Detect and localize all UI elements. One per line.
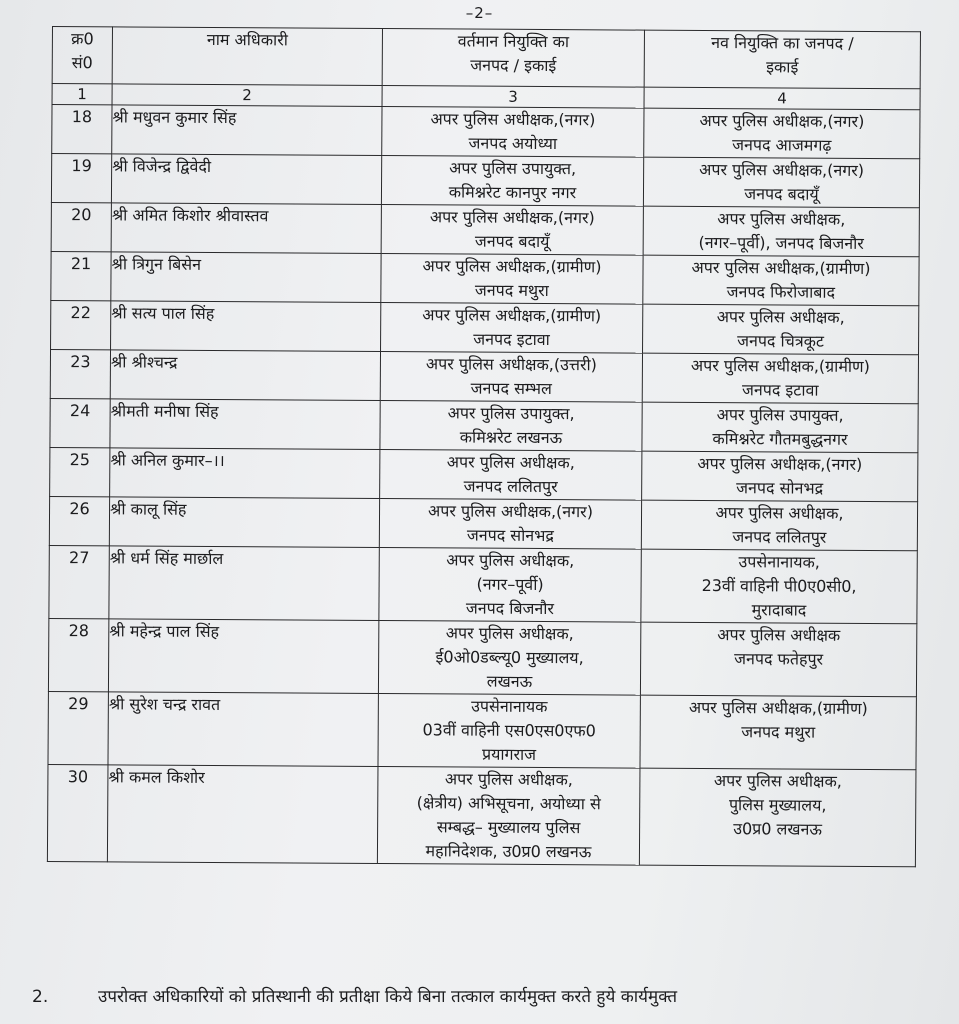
current-posting-line: कमिश्नरेट लखनऊ xyxy=(459,427,563,448)
officer-name: श्री त्रिगुन बिसेन xyxy=(111,252,381,303)
table-row xyxy=(47,764,916,866)
current-posting-line: जनपद सोनभद्र xyxy=(466,525,554,546)
column-number: 4 xyxy=(644,87,920,110)
new-posting-line: अपर पुलिस अधीक्षक,(ग्रामीण) xyxy=(690,355,870,377)
table-row xyxy=(49,545,917,623)
current-posting-line: प्रयागराज xyxy=(481,744,537,764)
current-posting-line: अपर पुलिस अधीक्षक,(उत्तरी) xyxy=(425,354,597,375)
current-posting-line: अपर पुलिस अधीक्षक, xyxy=(445,623,574,644)
new-posting-line: कमिश्नरेट गौतमबुद्धनगर xyxy=(712,429,848,449)
new-posting-line: उ0प्र0 लखनऊ xyxy=(733,819,823,839)
new-posting-line: अपर पुलिस अधीक्षक,(ग्रामीण) xyxy=(691,257,871,279)
officer-name: श्री सत्य पाल सिंह xyxy=(111,301,381,352)
new-posting xyxy=(640,695,916,770)
table-row xyxy=(49,496,917,550)
new-posting-line: जनपद मथुरा xyxy=(741,722,816,742)
new-posting-line: अपर पुलिस उपायुक्त, xyxy=(716,405,844,425)
current-posting xyxy=(380,401,642,452)
header-serial: क्र0 सं0 xyxy=(52,27,112,84)
new-posting-line: (नगर–पूर्वी), जनपद बिजनौर xyxy=(698,232,864,253)
current-posting xyxy=(380,450,642,501)
new-posting xyxy=(644,108,920,159)
current-posting-line: अपर पुलिस अधीक्षक,(नगर) xyxy=(429,207,595,228)
header-row xyxy=(52,27,920,89)
table-row xyxy=(51,202,919,256)
paragraph-2 xyxy=(32,984,932,1010)
current-posting xyxy=(379,548,641,623)
column-number: 2 xyxy=(112,84,382,107)
current-posting-line: जनपद बिजनौर xyxy=(465,598,555,619)
current-posting-line: अपर पुलिस अधीक्षक,(नगर) xyxy=(430,109,596,130)
current-posting-line: जनपद इटावा xyxy=(473,329,550,350)
new-posting-line: अपर पुलिस अधीक्षक,(ग्रामीण) xyxy=(688,697,868,718)
serial-number: 20 xyxy=(51,202,111,251)
new-posting-line: अपर पुलिस अधीक्षक,(नगर) xyxy=(699,110,865,131)
current-posting xyxy=(381,205,643,256)
current-posting-line: महानिदेशक, उ0प्र0 लखनऊ xyxy=(425,841,592,862)
current-posting-line: अपर पुलिस अधीक्षक, xyxy=(444,769,573,790)
current-posting-line: अपर पुलिस अधीक्षक,(ग्रामीण) xyxy=(422,256,602,277)
new-posting xyxy=(643,157,919,208)
table-row xyxy=(51,154,919,208)
serial-number: 23 xyxy=(50,349,110,398)
table-row xyxy=(50,398,918,452)
table-row xyxy=(51,300,919,354)
current-posting-line: जनपद बदायूँ xyxy=(474,231,550,252)
current-posting-line: लखनऊ xyxy=(486,671,533,691)
current-posting xyxy=(379,499,641,550)
table-row xyxy=(52,105,920,159)
officer-name: श्री धर्म सिंह मार्छाल xyxy=(109,546,379,621)
officer-name: श्री मधुवन कुमार सिंह xyxy=(112,105,382,156)
new-posting-line: उपसेनानायक, xyxy=(738,552,820,572)
new-posting-line: अपर पुलिस अधीक्षक,(नगर) xyxy=(699,159,865,180)
current-posting xyxy=(381,156,643,207)
current-posting xyxy=(381,303,643,354)
current-posting-line: जनपद मथुरा xyxy=(474,280,549,301)
current-posting-line: (क्षेत्रीय) अभिसूचना, अयोध्या से xyxy=(416,793,601,814)
current-posting xyxy=(382,107,644,158)
serial-number: 18 xyxy=(52,105,112,154)
column-number: 1 xyxy=(52,84,112,105)
new-posting xyxy=(643,206,919,257)
new-posting-line: अपर पुलिस अधीक्षक, xyxy=(715,503,844,523)
serial-number: 26 xyxy=(49,496,109,545)
new-posting-line: जनपद चित्रकूट xyxy=(737,331,825,351)
page-number: –2– xyxy=(465,4,494,22)
table-row xyxy=(48,618,916,696)
current-posting-line: कमिश्नरेट कानपुर नगर xyxy=(448,182,577,203)
current-posting-line: (नगर–पूर्वी) xyxy=(476,574,544,595)
officer-name: श्री महेन्द्र पाल सिंह xyxy=(108,619,378,694)
current-posting-line: सम्बद्ध– मुख्यालय पुलिस xyxy=(436,817,581,838)
new-posting-line: जनपद इटावा xyxy=(741,380,819,400)
paragraph-number: 2. xyxy=(32,987,49,1007)
serial-number: 19 xyxy=(51,154,111,203)
serial-number: 21 xyxy=(51,251,111,300)
serial-number: 24 xyxy=(50,398,110,447)
new-posting-line: जनपद सोनभद्र xyxy=(736,478,824,498)
serial-number: 29 xyxy=(48,691,108,764)
new-posting xyxy=(641,549,917,624)
new-posting xyxy=(642,451,918,502)
new-posting xyxy=(643,304,919,355)
serial-number: 27 xyxy=(49,545,109,618)
header-new-posting: नव नियुक्ति का जनपद / इकाई xyxy=(644,30,920,89)
current-posting-line: अपर पुलिस उपायुक्त, xyxy=(449,158,577,179)
current-posting-line: 03वीं वाहिनी एस0एस0एफ0 xyxy=(422,720,596,741)
current-posting xyxy=(378,621,640,696)
officer-name: श्री विजेन्द्र द्विवेदी xyxy=(111,154,381,205)
current-posting-line: अपर पुलिस अधीक्षक, xyxy=(446,452,575,473)
new-posting-line: मुरादाबाद xyxy=(751,600,807,620)
column-number: 3 xyxy=(382,86,644,109)
new-posting-line: पुलिस मुख्यालय, xyxy=(728,795,827,815)
current-posting xyxy=(377,767,640,866)
officer-name: श्रीमती मनीषा सिंह xyxy=(110,399,380,450)
current-posting-line: जनपद सम्भल xyxy=(470,378,552,399)
current-posting-line: जनपद अयोध्या xyxy=(468,133,558,154)
new-posting xyxy=(641,500,917,551)
new-posting xyxy=(639,768,916,867)
current-posting-line: अपर पुलिस उपायुक्त, xyxy=(447,403,575,424)
header-current-posting: वर्तमान नियुक्ति का जनपद / इकाई xyxy=(382,29,644,88)
new-posting-line: जनपद आजमगढ़ xyxy=(732,135,832,155)
serial-number: 28 xyxy=(48,618,108,691)
current-posting-line: अपर पुलिस अधीक्षक,(ग्रामीण) xyxy=(422,305,602,326)
serial-number: 30 xyxy=(47,764,108,861)
current-posting-line: ई0ओ0डब्ल्यू0 मुख्यालय, xyxy=(435,647,584,668)
new-posting-line: जनपद फतेहपुर xyxy=(734,649,824,669)
officer-name: श्री सुरेश चन्द्र रावत xyxy=(108,692,378,767)
serial-number: 25 xyxy=(50,447,110,496)
header-name: नाम अधिकारी xyxy=(112,27,382,86)
current-posting-line: अपर पुलिस अधीक्षक,(नगर) xyxy=(428,501,594,522)
new-posting-line: जनपद फिरोजाबाद xyxy=(726,282,836,302)
officer-name: श्री अनिल कुमार–।। xyxy=(110,448,380,499)
officer-name: श्री श्रीश्चन्द्र xyxy=(110,350,380,401)
transfer-table xyxy=(47,26,921,867)
officer-name: श्री कालू सिंह xyxy=(109,497,379,548)
current-posting-line: अपर पुलिस अधीक्षक, xyxy=(446,550,575,571)
officer-name: श्री कमल किशोर xyxy=(107,765,378,864)
table-row xyxy=(50,349,918,403)
current-posting xyxy=(381,254,643,305)
current-posting xyxy=(380,352,642,403)
new-posting-line: जनपद ललितपुर xyxy=(732,527,827,547)
officer-name: श्री अमित किशोर श्रीवास्तव xyxy=(111,203,381,254)
paragraph-text: उपरोक्त अधिकारियों को प्रतिस्थानी की प्रतीक्षा किये बिना तत्काल कार्यमुक्त करते हुये कार्यमुक्त xyxy=(98,987,678,1007)
new-posting-line: 23वीं वाहिनी पी0ए0सी0, xyxy=(701,575,857,596)
new-posting-line: अपर पुलिस अधीक्षक xyxy=(717,625,841,645)
serial-number: 22 xyxy=(51,300,111,349)
new-posting xyxy=(642,353,918,404)
new-posting xyxy=(642,402,918,453)
new-posting-line: जनपद बदायूँ xyxy=(744,184,819,204)
new-posting-line: अपर पुलिस अधीक्षक, xyxy=(713,771,842,791)
new-posting-line: अपर पुलिस अधीक्षक,(नगर) xyxy=(697,453,863,474)
table-row xyxy=(51,251,919,305)
new-posting-line: अपर पुलिस अधीक्षक, xyxy=(716,307,845,327)
current-posting xyxy=(378,694,640,769)
table-row xyxy=(48,691,916,769)
current-posting-line: उपसेनानायक xyxy=(471,696,548,717)
new-posting xyxy=(643,255,919,306)
table-row xyxy=(50,447,918,501)
new-posting xyxy=(640,622,916,697)
current-posting-line: जनपद ललितपुर xyxy=(463,476,558,497)
new-posting-line: अपर पुलिस अधीक्षक, xyxy=(717,209,846,229)
